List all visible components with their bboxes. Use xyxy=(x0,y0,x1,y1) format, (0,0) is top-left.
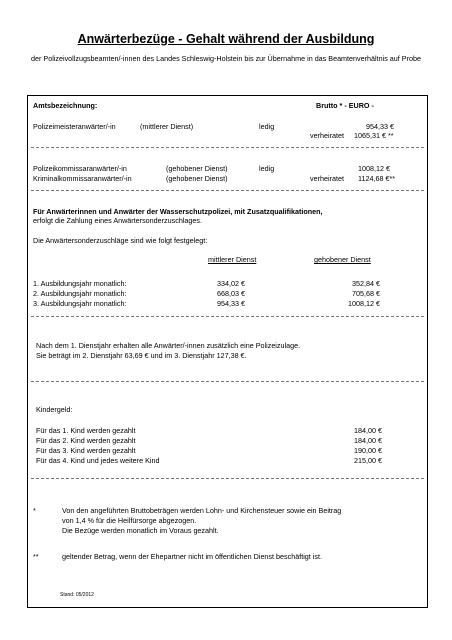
kindergeld-row-amount: 190,00 € xyxy=(354,446,382,455)
divider xyxy=(31,190,424,191)
zuschlag-row-label: 1. Ausbildungsjahr monatlich: xyxy=(33,279,127,288)
kindergeld-row-amount: 184,00 € xyxy=(354,426,382,435)
header-amtsbezeichnung: Amtsbezeichnung: xyxy=(33,101,98,110)
gehobener-amount-2: 1124,68 €** xyxy=(358,174,396,183)
divider xyxy=(31,381,424,382)
footnote-star-line3: Die Bezüge werden monatlich im Voraus gezahlt. xyxy=(62,526,219,535)
mittlerer-amount-ledig: 954,33 € xyxy=(366,122,394,131)
col-header-mittlerer: mittlerer Dienst xyxy=(208,255,257,264)
wasserschutz-bold-line: Für Anwärterinnen und Anwärter der Wasserschutzpolizei, mit Zusatzqualifikationen, xyxy=(33,207,323,216)
zuschlag-row-gehobener: 705,68 € xyxy=(352,289,380,298)
zuschlag-row-mittlerer: 954,33 € xyxy=(217,299,245,308)
zuschlag-row-mittlerer: 334,02 € xyxy=(217,279,245,288)
gehobener-dienst-1: (gehobener Dienst) xyxy=(166,164,228,173)
wasserschutz-line2: erfolgt die Zahlung eines Anwärtersonderzuschlages. xyxy=(33,216,203,225)
page-title: Anwärterbezüge - Gehalt während der Ausbildung xyxy=(77,32,375,46)
mittlerer-status-verheiratet: verheiratet xyxy=(310,131,344,140)
kindergeld-row-label: Für das 2. Kind werden gezahlt xyxy=(36,436,136,445)
col-header-gehobener: gehobener Dienst xyxy=(314,255,371,264)
zuschlag-row-label: 3. Ausbildungsjahr monatlich: xyxy=(33,299,127,308)
footnote-doublestar-line1: geltender Betrag, wenn der Ehepartner nicht im öffentlichen Dienst beschäftigt ist. xyxy=(62,552,322,561)
gehobener-status-2: verheiratet xyxy=(310,174,344,183)
footnote-doublestar-mark: ** xyxy=(33,552,39,561)
kindergeld-row-amount: 184,00 € xyxy=(354,436,382,445)
mittlerer-title: Polizeimeisteranwärter/-in xyxy=(33,122,116,131)
wasserschutz-line3: Die Anwärtersonderzuschläge sind wie folgt festgelegt: xyxy=(33,236,208,245)
footnote-star-mark: * xyxy=(33,506,36,515)
zuschlag-row-gehobener: 352,84 € xyxy=(352,279,380,288)
footnote-star-line2: von 1,4 % für die Heilfürsorge abgezogen. xyxy=(62,516,197,525)
zuschlag-row-gehobener: 1008,12 € xyxy=(348,299,380,308)
stand-date: Stand: 05/2012 xyxy=(60,592,94,598)
polizeizulage-line1: Nach dem 1. Dienstjahr erhalten alle Anwärter/-innen zusätzlich eine Polizeizulage. xyxy=(36,341,301,350)
gehobener-status-1: ledig xyxy=(259,164,275,173)
zuschlag-row-label: 2. Ausbildungsjahr monatlich: xyxy=(33,289,127,298)
divider xyxy=(31,478,424,479)
kindergeld-heading: Kindergeld: xyxy=(36,405,73,414)
divider xyxy=(31,147,424,148)
gehobener-title-2: Kriminalkommissaranwärter/-in xyxy=(33,174,132,183)
gehobener-amount-1: 1008,12 € xyxy=(358,164,390,173)
page-subtitle: der Polizeivollzugsbeamten/-innen des Landes Schleswig-Holstein bis zur Übernahme in das Beamtenverhältnis auf Probe xyxy=(31,54,421,63)
zuschlag-row-mittlerer: 668,03 € xyxy=(217,289,245,298)
kindergeld-row-amount: 215,00 € xyxy=(354,456,382,465)
header-brutto: Brutto * - EURO - xyxy=(316,101,374,110)
mittlerer-dienst: (mittlerer Dienst) xyxy=(140,122,194,131)
kindergeld-row-label: Für das 1. Kind werden gezahlt xyxy=(36,426,136,435)
kindergeld-row-label: Für das 4. Kind und jedes weitere Kind xyxy=(36,456,160,465)
mittlerer-status-ledig: ledig xyxy=(259,122,275,131)
divider xyxy=(31,316,424,317)
mittlerer-amount-verheiratet: 1065,31 € ** xyxy=(354,131,394,140)
kindergeld-row-label: Für das 3. Kind werden gezahlt xyxy=(36,446,136,455)
gehobener-title-1: Polizeikommissaranwärter/-in xyxy=(33,164,127,173)
polizeizulage-line2: Sie beträgt im 2. Dienstjahr 63,69 € und im 3. Dienstjahr 127,38 €. xyxy=(36,351,247,360)
gehobener-dienst-2: (gehobener Dienst) xyxy=(166,174,228,183)
footnote-star-line1: Von den angeführten Bruttobeträgen werden Lohn- und Kirchensteuer sowie ein Beitrag xyxy=(62,506,342,515)
